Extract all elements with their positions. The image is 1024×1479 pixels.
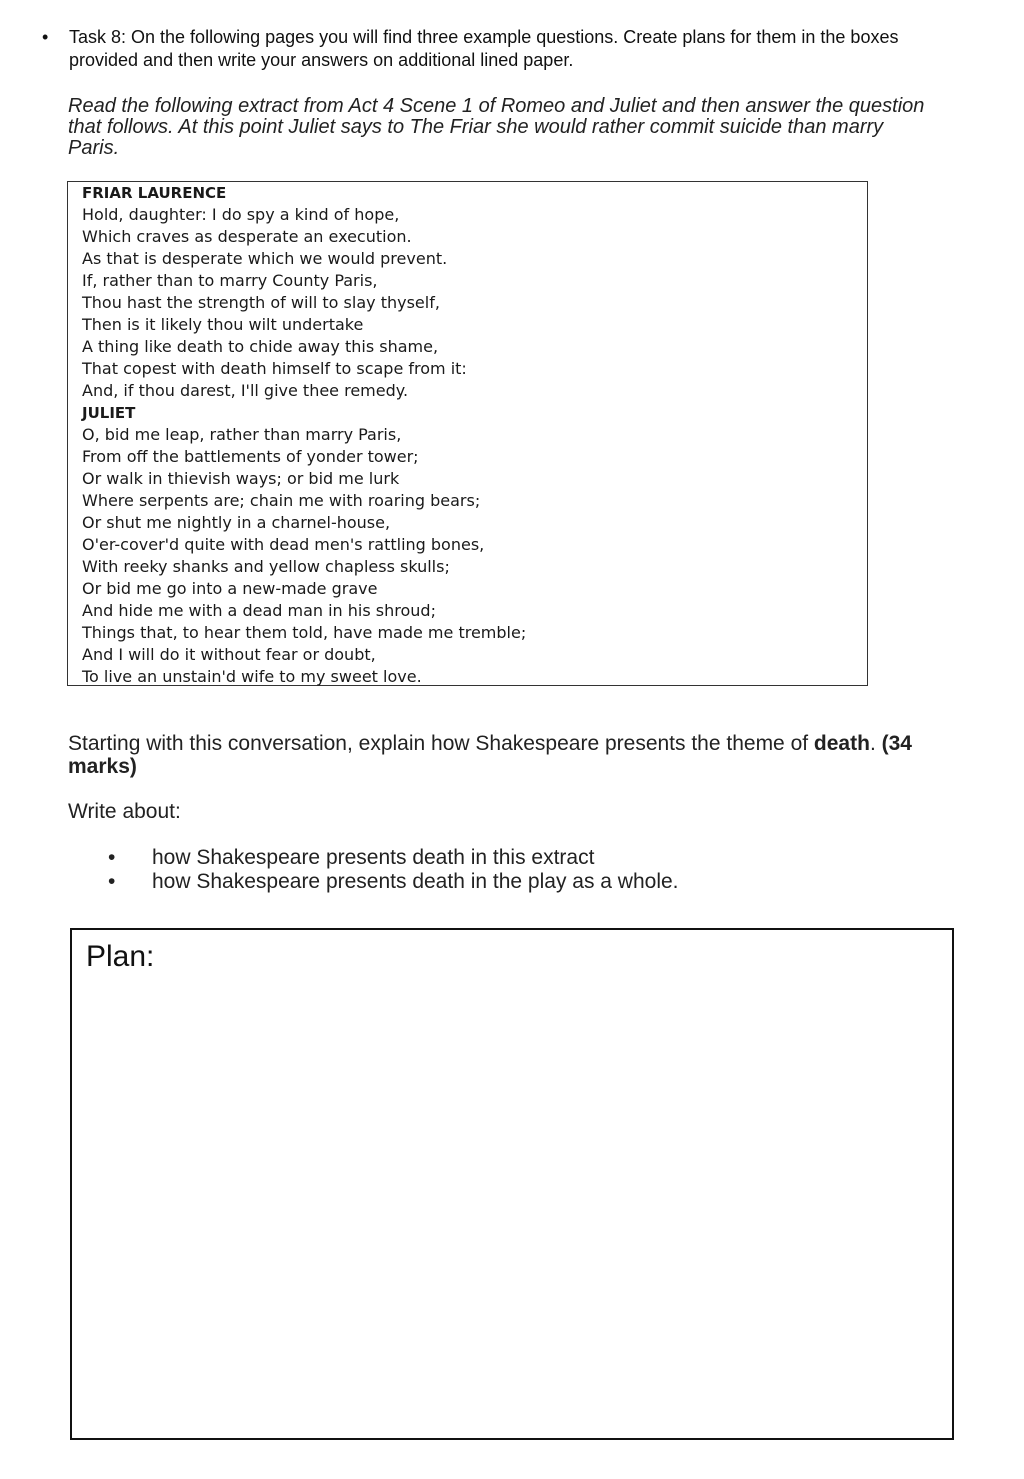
extract-line: That copest with death himself to scape from it: xyxy=(82,359,467,378)
extract-line: And hide me with a dead man in his shroud; xyxy=(82,601,436,620)
extract-line: O'er-cover'd quite with dead men's rattling bones, xyxy=(82,535,485,554)
extract-line: O, bid me leap, rather than marry Paris, xyxy=(82,425,402,444)
speaker-friar-laurence: FRIAR LAURENCE xyxy=(82,184,227,202)
extract-line: As that is desperate which we would prevent. xyxy=(82,249,448,268)
list-item-text: how Shakespeare presents death in this extract xyxy=(152,846,595,869)
bullet-marker: • xyxy=(108,870,116,893)
extract-line: Things that, to hear them told, have made me tremble; xyxy=(82,623,527,642)
speaker-juliet: JULIET xyxy=(82,404,136,422)
task-bullet: • xyxy=(42,27,49,47)
extract-line: Then is it likely thou wilt undertake xyxy=(82,315,364,334)
extract-line: With reeky shanks and yellow chapless skulls; xyxy=(82,557,450,576)
extract-line: And I will do it without fear or doubt, xyxy=(82,645,376,664)
list-item-text: how Shakespeare presents death in the play as a whole. xyxy=(152,870,679,893)
bullet-marker: • xyxy=(108,846,116,869)
question-text: Starting with this conversation, explain how Shakespeare presents the theme of xyxy=(68,732,814,755)
play-extract-box xyxy=(67,181,868,686)
extract-line: Or shut me nightly in a charnel-house, xyxy=(82,513,391,532)
extract-line: Thou hast the strength of will to slay thyself, xyxy=(82,293,440,312)
extract-introduction: Read the following extract from Act 4 Scene 1 of Romeo and Juliet and then answer the question that follows. At this point Juliet says to The Friar she would rather commit suicide than marry Paris. xyxy=(68,95,925,159)
essay-question xyxy=(68,732,928,778)
question-punct: . xyxy=(869,732,882,755)
extract-line: If, rather than to marry County Paris, xyxy=(82,271,378,290)
question-theme: death xyxy=(813,732,870,755)
extract-line: Which craves as desperate an execution. xyxy=(82,227,412,246)
write-about-heading: Write about: xyxy=(68,800,181,823)
task-text: Task 8: On the following pages you will find three example questions. Create plans for them in the boxes provided and then write your answers on additional lined paper. xyxy=(69,27,899,70)
extract-line: Or bid me go into a new-made grave xyxy=(82,579,378,598)
question-marks: (34 marks) xyxy=(68,732,912,778)
extract-line: And, if thou darest, I'll give thee remedy. xyxy=(82,381,409,400)
extract-line: Or walk in thievish ways; or bid me lurk xyxy=(82,469,400,488)
plan-label: Plan: xyxy=(86,940,155,973)
extract-line: To live an unstain'd wife to my sweet love. xyxy=(82,667,422,686)
plan-box[interactable] xyxy=(70,928,954,1440)
extract-line: Hold, daughter: I do spy a kind of hope, xyxy=(82,205,400,224)
extract-line: Where serpents are; chain me with roaring bears; xyxy=(82,491,481,510)
extract-line: A thing like death to chide away this shame, xyxy=(82,337,439,356)
extract-line: From off the battlements of yonder tower; xyxy=(82,447,419,466)
